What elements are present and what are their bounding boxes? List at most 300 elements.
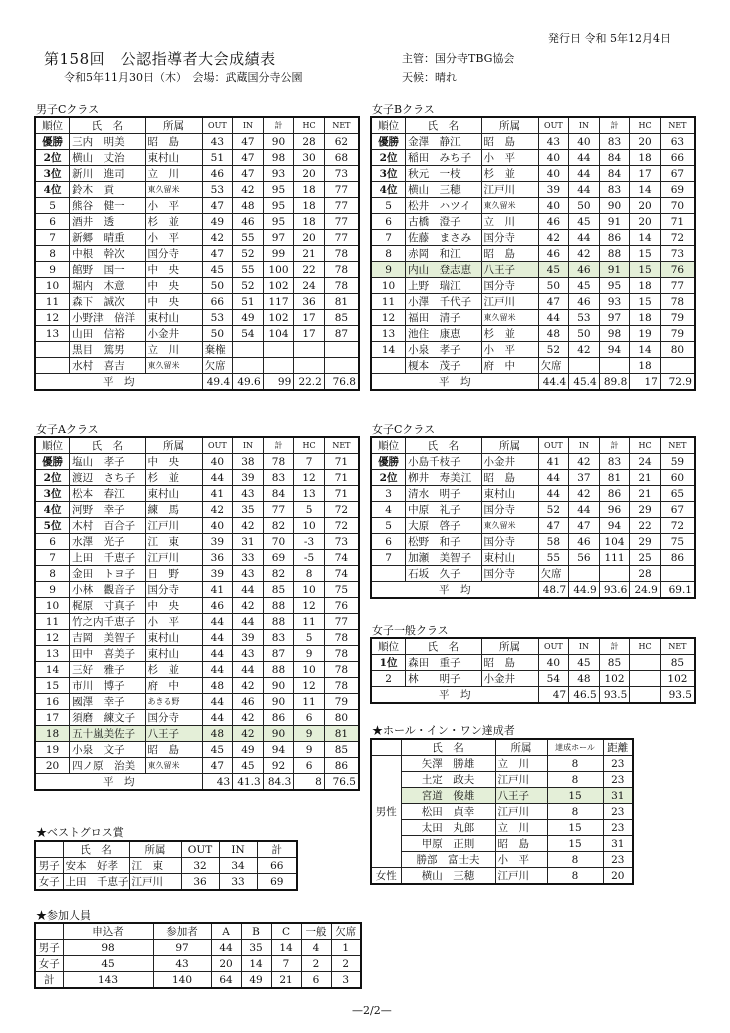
table-cell: 昭 島 xyxy=(481,655,538,671)
table-cell: 15 xyxy=(630,246,661,262)
table-cell: 98 xyxy=(63,940,153,956)
table-cell: 立 川 xyxy=(481,214,538,230)
table-cell: 20 xyxy=(603,868,633,885)
column-header: IN xyxy=(219,841,257,858)
table-cell: 榎本 茂子 xyxy=(406,358,481,374)
table-cell: 46 xyxy=(202,166,233,182)
table-cell: 46 xyxy=(538,214,569,230)
table-cell: 5 xyxy=(294,502,325,518)
table-cell: 40 xyxy=(202,518,233,534)
table-cell: 12 xyxy=(294,470,325,486)
table-cell: 47 xyxy=(538,518,569,534)
table-cell: 三内 明美 xyxy=(70,134,145,150)
table-cell: 23 xyxy=(603,852,633,868)
table-cell: 8 xyxy=(547,772,603,788)
table-cell: 45 xyxy=(569,278,600,294)
table-cell: 22 xyxy=(294,262,325,278)
table-cell: 4 xyxy=(371,502,406,518)
table-cell: 小泉 文子 xyxy=(70,742,145,758)
column-header: 所属 xyxy=(481,437,538,454)
table-cell: 9 xyxy=(35,582,70,598)
table-cell: 23 xyxy=(603,820,633,836)
table-cell: 28 xyxy=(294,134,325,150)
table-cell: 102 xyxy=(263,278,294,294)
table-cell: 国分寺 xyxy=(481,502,538,518)
column-header: 氏 名 xyxy=(63,841,129,858)
table-cell: 77 xyxy=(324,614,359,630)
table-cell: 15 xyxy=(630,294,661,310)
table-cell: 29 xyxy=(630,534,661,550)
table-cell: 44 xyxy=(233,662,264,678)
table-cell: 100 xyxy=(263,262,294,278)
table-cell: 85 xyxy=(324,742,359,758)
table-cell: 42 xyxy=(569,246,600,262)
table-cell: 45 xyxy=(569,655,600,671)
table-cell: 44 xyxy=(569,182,600,198)
table-cell: 77 xyxy=(263,502,294,518)
table-cell: 83 xyxy=(263,630,294,646)
column-header: HC xyxy=(294,117,325,134)
average-value: 45.4 xyxy=(569,374,600,391)
table-cell: 6 xyxy=(294,758,325,774)
table-cell: 杉 並 xyxy=(145,662,202,678)
table-cell: 18 xyxy=(630,278,661,294)
average-value: 48.7 xyxy=(538,582,569,599)
column-header: 達成ホール xyxy=(547,739,603,756)
table-cell: 松井 ハツイ xyxy=(406,198,481,214)
table-cell: 50 xyxy=(538,278,569,294)
column-header: 氏 名 xyxy=(406,638,481,655)
table-cell: 23 xyxy=(603,772,633,788)
table-cell: 48 xyxy=(202,678,233,694)
table-cell: 39 xyxy=(233,630,264,646)
table-cell: 10 xyxy=(371,278,406,294)
table-cell: 43 xyxy=(538,134,569,150)
table-cell: 棄権 xyxy=(202,342,233,358)
table-cell: 77 xyxy=(324,182,359,198)
table-cell: 府 中 xyxy=(481,358,538,374)
table-cell: 21 xyxy=(630,486,661,502)
table-cell: 7 xyxy=(294,454,325,470)
table-cell: 52 xyxy=(538,342,569,358)
table-cell: 9 xyxy=(371,262,406,278)
table-cell: 7 xyxy=(271,956,301,972)
table-cell: 84 xyxy=(599,166,630,182)
column-header: 参加者 xyxy=(153,923,211,940)
table-cell: 新郷 晴重 xyxy=(70,230,145,246)
table-cell: 42 xyxy=(569,454,600,470)
table-cell: 52 xyxy=(538,502,569,518)
table-cell: 東村山 xyxy=(481,486,538,502)
table-cell: 84 xyxy=(599,150,630,166)
table-cell: 吉岡 美智子 xyxy=(70,630,145,646)
table-cell: 56 xyxy=(569,550,600,566)
average-value: 84.3 xyxy=(263,774,294,791)
table-cell: 5位 xyxy=(35,518,70,534)
table-cell: 78 xyxy=(324,278,359,294)
table-cell: 上野 瑞江 xyxy=(406,278,481,294)
table-cell: -5 xyxy=(294,550,325,566)
column-header: 所属 xyxy=(481,638,538,655)
table-header-row xyxy=(35,117,359,134)
gender-label: 女性 xyxy=(371,868,401,885)
table-cell: 97 xyxy=(599,310,630,326)
table-row xyxy=(371,294,695,310)
table-row xyxy=(35,278,359,294)
blank-cell xyxy=(371,739,401,756)
table-cell: 6 xyxy=(301,972,331,989)
table-cell: 43 xyxy=(233,566,264,582)
table-cell: 15 xyxy=(547,820,603,836)
table-cell: 88 xyxy=(263,614,294,630)
column-header: HC xyxy=(630,437,661,454)
column-header: 一般 xyxy=(301,923,331,940)
table-row xyxy=(35,614,359,630)
table-cell: 18 xyxy=(294,182,325,198)
table-cell xyxy=(569,358,600,374)
table-cell: 国分寺 xyxy=(145,582,202,598)
table-cell: 93 xyxy=(599,294,630,310)
table-cell: 39 xyxy=(202,534,233,550)
table-cell: 中 央 xyxy=(145,278,202,294)
table-cell: 水村 喜吉 xyxy=(70,358,145,374)
table-cell: -3 xyxy=(294,534,325,550)
table-cell: 中 央 xyxy=(145,454,202,470)
table-cell: 43 xyxy=(233,486,264,502)
table-cell: 渡辺 さち子 xyxy=(70,470,145,486)
table-cell: 85 xyxy=(324,310,359,326)
table-cell: 71 xyxy=(324,486,359,502)
table-cell: 44 xyxy=(569,502,600,518)
table-cell: 優勝 xyxy=(35,454,70,470)
table-cell: 72 xyxy=(660,518,695,534)
column-header: NET xyxy=(324,117,359,134)
table-cell: 45 xyxy=(202,742,233,758)
table-header-row xyxy=(35,841,297,858)
table-cell: 25 xyxy=(630,550,661,566)
table-cell: 国分寺 xyxy=(145,710,202,726)
table-cell: 國澤 幸子 xyxy=(70,694,145,710)
table-cell: 95 xyxy=(263,214,294,230)
table-cell: 20 xyxy=(211,956,241,972)
table-cell: 35 xyxy=(233,502,264,518)
table-cell: 45 xyxy=(63,956,153,972)
table-row xyxy=(371,804,633,820)
table-cell: 五十嵐美佐子 xyxy=(70,726,145,742)
table-cell: 47 xyxy=(233,150,264,166)
table-cell: 横山 三穂 xyxy=(401,868,495,885)
table-cell: 木村 百合子 xyxy=(70,518,145,534)
table-cell: 47 xyxy=(233,134,264,150)
average-value: 41.3 xyxy=(233,774,264,791)
table-row xyxy=(35,150,359,166)
participants-table xyxy=(34,922,362,989)
table-cell: 13 xyxy=(294,486,325,502)
table-cell: 86 xyxy=(599,230,630,246)
average-value: 99 xyxy=(263,374,294,391)
table-cell: 3位 xyxy=(35,166,70,182)
column-header: 氏 名 xyxy=(70,117,145,134)
table-cell: 9 xyxy=(294,742,325,758)
table-cell: 65 xyxy=(660,486,695,502)
column-header: 順位 xyxy=(35,437,70,454)
table-cell: 52 xyxy=(233,278,264,294)
column-header: 氏 名 xyxy=(70,437,145,454)
column-header: 所属 xyxy=(129,841,181,858)
table-cell: 優勝 xyxy=(35,134,70,150)
table-cell: 87 xyxy=(263,646,294,662)
table-cell xyxy=(263,342,294,358)
table-cell: 男子 xyxy=(35,858,63,874)
table-cell: 17 xyxy=(630,166,661,182)
table-cell: 44 xyxy=(202,470,233,486)
table-cell: 18 xyxy=(294,198,325,214)
table-cell: 92 xyxy=(263,758,294,774)
table-cell: 太田 丸郎 xyxy=(401,820,495,836)
table-cell: 80 xyxy=(324,710,359,726)
men-c-table xyxy=(34,116,360,391)
table-header-row xyxy=(371,437,695,454)
table-cell: 小金井 xyxy=(145,326,202,342)
column-header: 氏 名 xyxy=(406,437,481,454)
table-row xyxy=(371,550,695,566)
table-cell: 20 xyxy=(35,758,70,774)
table-cell: 四ノ原 治美 xyxy=(70,758,145,774)
table-row xyxy=(371,852,633,868)
table-cell: 杉 並 xyxy=(481,326,538,342)
table-cell: 竹之内千恵子 xyxy=(70,614,145,630)
table-cell: 欠席 xyxy=(202,358,233,374)
table-cell: 78 xyxy=(324,262,359,278)
table-cell: 41 xyxy=(202,582,233,598)
table-cell: 83 xyxy=(599,182,630,198)
table-cell: 10 xyxy=(294,662,325,678)
table-row xyxy=(35,758,359,774)
average-value: 76.8 xyxy=(324,374,359,391)
table-cell: 50 xyxy=(569,326,600,342)
table-cell: 97 xyxy=(153,940,211,956)
table-cell: 1位 xyxy=(371,655,406,671)
table-cell: 95 xyxy=(263,198,294,214)
table-cell: 44 xyxy=(211,940,241,956)
table-row xyxy=(35,182,359,198)
table-cell: 73 xyxy=(324,166,359,182)
table-cell: あきる野 xyxy=(145,694,202,710)
average-value: 24.9 xyxy=(630,582,661,599)
table-cell: 67 xyxy=(660,166,695,182)
table-cell: 77 xyxy=(324,198,359,214)
average-value xyxy=(630,687,661,704)
table-header-row xyxy=(35,923,361,940)
table-cell: 60 xyxy=(660,470,695,486)
best-gross-title: ★ベストグロス賞 xyxy=(36,826,124,839)
table-row xyxy=(371,278,695,294)
table-cell: 47 xyxy=(202,758,233,774)
table-cell: 堀内 木意 xyxy=(70,278,145,294)
table-cell: 80 xyxy=(660,342,695,358)
column-header: 距離 xyxy=(603,739,633,756)
table-cell: 46 xyxy=(538,246,569,262)
table-cell: 86 xyxy=(599,486,630,502)
table-cell: 42 xyxy=(569,342,600,358)
table-cell: 59 xyxy=(660,454,695,470)
table-cell: 20 xyxy=(294,230,325,246)
table-cell: 8 xyxy=(35,566,70,582)
table-row xyxy=(371,566,695,582)
table-cell: 85 xyxy=(263,582,294,598)
issue-date: 発行日 令和 5年12月4日 xyxy=(548,32,671,45)
column-header: OUT xyxy=(538,437,569,454)
table-cell: 江戸川 xyxy=(481,294,538,310)
table-cell: 44 xyxy=(538,310,569,326)
table-cell xyxy=(599,566,630,582)
table-cell: 小島千枝子 xyxy=(406,454,481,470)
table-cell: 7 xyxy=(371,230,406,246)
table-cell: 江 東 xyxy=(145,534,202,550)
table-cell: 77 xyxy=(324,230,359,246)
average-value: 47 xyxy=(538,687,569,704)
table-cell: 8 xyxy=(547,852,603,868)
table-cell: 小 平 xyxy=(145,230,202,246)
table-cell: 67 xyxy=(660,502,695,518)
table-cell: 2位 xyxy=(371,470,406,486)
gender-label: 男性 xyxy=(371,756,401,868)
table-cell: 杉 並 xyxy=(481,166,538,182)
table-cell xyxy=(371,358,406,374)
table-cell: 21 xyxy=(271,972,301,989)
table-cell: 18 xyxy=(630,310,661,326)
table-cell: 6 xyxy=(371,534,406,550)
table-cell: 78 xyxy=(324,678,359,694)
table-row xyxy=(35,454,359,470)
table-cell: 小金井 xyxy=(481,671,538,687)
table-cell: 小 平 xyxy=(481,342,538,358)
table-row xyxy=(371,326,695,342)
table-cell: 42 xyxy=(202,502,233,518)
table-cell: 36 xyxy=(202,550,233,566)
table-cell: 69 xyxy=(257,874,297,891)
average-value: 93.5 xyxy=(660,687,695,704)
table-cell: 女子 xyxy=(35,874,63,891)
table-cell: 42 xyxy=(233,518,264,534)
table-cell: 39 xyxy=(538,182,569,198)
table-cell: 71 xyxy=(324,470,359,486)
table-cell: 7 xyxy=(371,550,406,566)
table-cell: 金澤 静江 xyxy=(406,134,481,150)
table-cell: 69 xyxy=(660,182,695,198)
table-cell: 79 xyxy=(660,310,695,326)
table-cell: 2位 xyxy=(371,150,406,166)
table-cell: 6 xyxy=(294,710,325,726)
table-cell: 4位 xyxy=(35,182,70,198)
column-header: 申込者 xyxy=(63,923,153,940)
table-cell: 小泉 孝子 xyxy=(406,342,481,358)
table-cell: 国分寺 xyxy=(481,278,538,294)
table-cell: 練 馬 xyxy=(145,502,202,518)
table-cell: 90 xyxy=(263,694,294,710)
table-cell: 77 xyxy=(660,278,695,294)
table-row xyxy=(35,646,359,662)
table-cell: 45 xyxy=(569,214,600,230)
table-cell: 44 xyxy=(202,630,233,646)
table-cell: 50 xyxy=(202,278,233,294)
table-header-row xyxy=(371,638,695,655)
table-cell: 8 xyxy=(547,756,603,772)
table-cell: 14 xyxy=(271,940,301,956)
table-cell: 立 川 xyxy=(145,166,202,182)
table-row xyxy=(371,214,695,230)
table-row xyxy=(371,230,695,246)
table-cell: 43 xyxy=(233,646,264,662)
table-cell: 梶原 寸真子 xyxy=(70,598,145,614)
table-cell: 38 xyxy=(233,454,264,470)
table-cell: 小野津 倍洋 xyxy=(70,310,145,326)
column-header: 所属 xyxy=(495,739,547,756)
table-cell: 40 xyxy=(538,198,569,214)
page-number: —2/2— xyxy=(352,1004,392,1017)
table-cell: 74 xyxy=(324,566,359,582)
table-cell: 14 xyxy=(35,662,70,678)
table-row xyxy=(371,470,695,486)
table-cell: 31 xyxy=(233,534,264,550)
table-cell: 10 xyxy=(294,518,325,534)
average-value: 76.5 xyxy=(324,774,359,791)
table-cell: 甲原 正則 xyxy=(401,836,495,852)
table-cell: 85 xyxy=(660,655,695,671)
table-cell: 小林 觀音子 xyxy=(70,582,145,598)
table-cell: 上田 千恵子 xyxy=(70,550,145,566)
table-cell: 12 xyxy=(294,598,325,614)
table-cell: 44 xyxy=(538,470,569,486)
table-cell xyxy=(599,358,630,374)
table-cell: 14 xyxy=(371,342,406,358)
column-header: A xyxy=(211,923,241,940)
page-title: 第158回 公認指導者大会成績表 xyxy=(44,50,276,68)
table-cell: 12 xyxy=(35,310,70,326)
column-header: 計 xyxy=(257,841,297,858)
table-cell: 立 川 xyxy=(495,756,547,772)
table-cell xyxy=(233,358,264,374)
table-cell: 39 xyxy=(202,566,233,582)
table-cell: 90 xyxy=(263,678,294,694)
table-cell: 69 xyxy=(263,550,294,566)
table-cell: 清水 明子 xyxy=(406,486,481,502)
table-cell: 江 東 xyxy=(129,858,181,874)
table-cell: 78 xyxy=(324,630,359,646)
table-cell: 76 xyxy=(660,262,695,278)
table-row xyxy=(35,550,359,566)
table-cell: 15 xyxy=(630,262,661,278)
table-cell: 55 xyxy=(233,230,264,246)
table-cell: 福田 清子 xyxy=(406,310,481,326)
column-header: HC xyxy=(294,437,325,454)
table-cell: 勝部 富士夫 xyxy=(401,852,495,868)
table-cell: 江戸川 xyxy=(495,868,547,885)
table-cell: 49 xyxy=(233,310,264,326)
table-cell: 19 xyxy=(35,742,70,758)
table-cell: 51 xyxy=(202,150,233,166)
table-cell: 54 xyxy=(233,326,264,342)
table-cell: 47 xyxy=(202,246,233,262)
table-cell: 53 xyxy=(202,182,233,198)
table-cell: 東久留米 xyxy=(481,518,538,534)
table-row xyxy=(371,310,695,326)
table-cell: 81 xyxy=(324,726,359,742)
table-cell: 83 xyxy=(599,134,630,150)
column-header: 氏 名 xyxy=(401,739,495,756)
table-cell: 72 xyxy=(324,518,359,534)
table-cell: 78 xyxy=(660,294,695,310)
